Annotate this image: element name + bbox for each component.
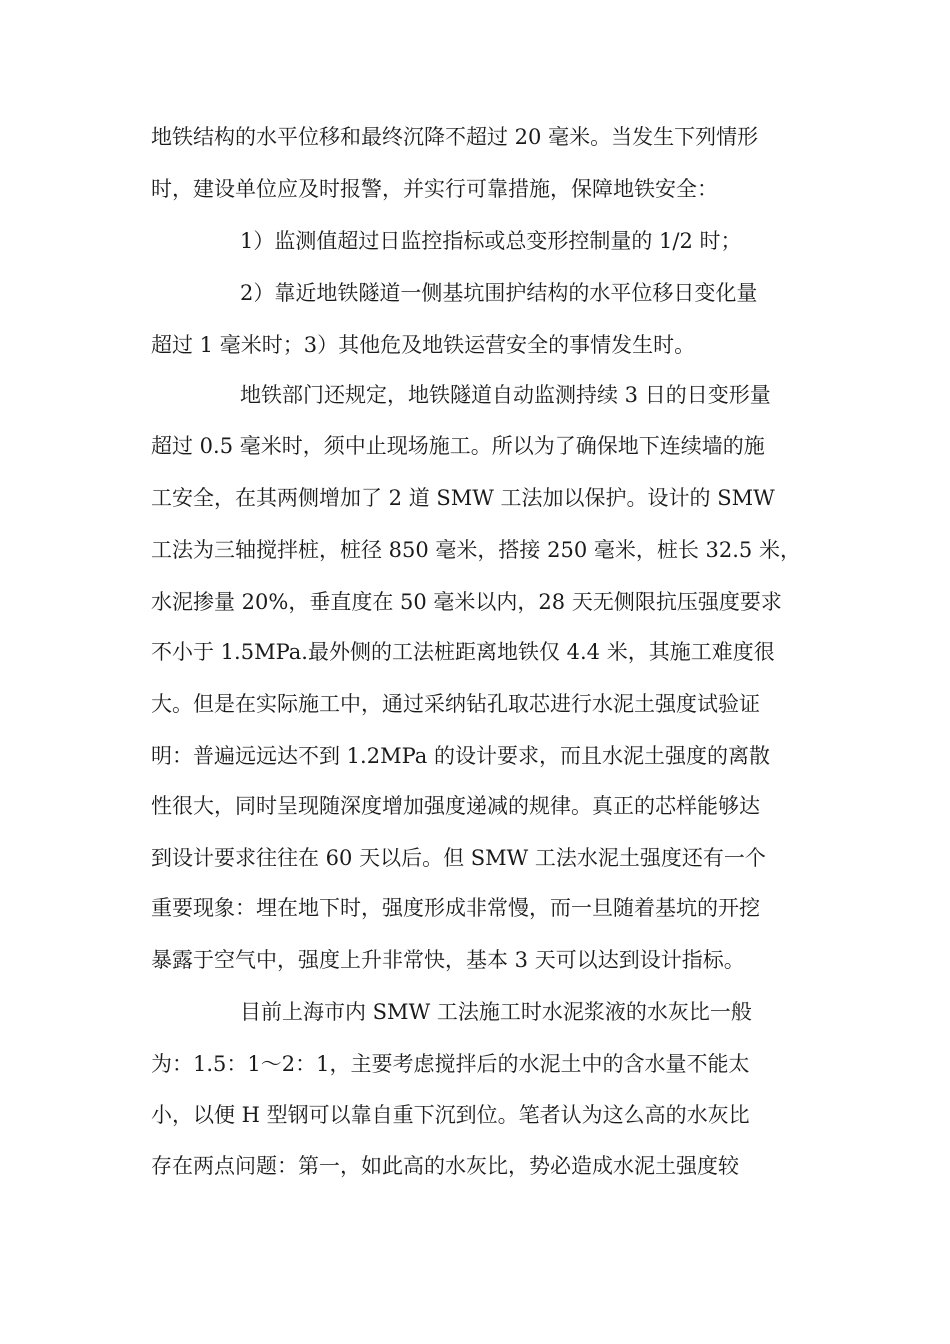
paragraph-line: 明：普遍远远达不到 1.2MPa 的设计要求，而且水泥土强度的离散 (151, 744, 770, 768)
paragraph-line: 工安全，在其两侧增加了 2 道 SMW 工法加以保护。设计的 SMW (151, 486, 775, 510)
paragraph-start: 目前上海市内 SMW 工法施工时水泥浆液的水灰比一般 (240, 1000, 752, 1024)
paragraph-line: 时，建设单位应及时报警，并实行可靠措施，保障地铁安全： (151, 177, 718, 201)
list-item-2: 2）靠近地铁隧道一侧基坑围护结构的水平位移日变化量 (240, 281, 758, 305)
paragraph-line: 存在两点问题：第一，如此高的水灰比，势必造成水泥土强度较 (151, 1154, 739, 1178)
paragraph-line: 地铁结构的水平位移和最终沉降不超过 20 毫米。当发生下列情形 (151, 125, 759, 149)
paragraph-line: 工法为三轴搅拌桩，桩径 850 毫米，搭接 250 毫米，桩长 32.5 米， (151, 538, 801, 562)
paragraph-line: 不小于 1.5MPa.最外侧的工法桩距离地铁仅 4.4 米，其施工难度很 (151, 640, 775, 664)
paragraph-line: 小，以便 H 型钢可以靠自重下沉到位。笔者认为这么高的水灰比 (151, 1103, 750, 1127)
paragraph-line: 到设计要求往往在 60 天以后。但 SMW 工法水泥土强度还有一个 (151, 846, 766, 870)
paragraph-line: 为：1.5：1～2：1，主要考虑搅拌后的水泥土中的含水量不能太 (151, 1052, 750, 1076)
paragraph-start: 地铁部门还规定，地铁隧道自动监测持续 3 日的日变形量 (240, 383, 771, 407)
list-item-1: 1）监测值超过日监控指标或总变形控制量的 1/2 时； (240, 229, 742, 253)
paragraph-line: 性很大，同时呈现随深度增加强度递减的规律。真正的芯样能够达 (151, 794, 760, 818)
paragraph-line: 超过 0.5 毫米时，须中止现场施工。所以为了确保地下连续墙的施 (151, 434, 765, 458)
paragraph-line: 重要现象：埋在地下时，强度形成非常慢，而一旦随着基坑的开挖 (151, 896, 760, 920)
paragraph-line: 水泥掺量 20%，垂直度在 50 毫米以内，28 天无侧限抗压强度要求 (151, 590, 782, 614)
paragraph-line: 超过 1 毫米时；3）其他危及地铁运营安全的事情发生时。 (151, 333, 696, 357)
paragraph-line: 暴露于空气中，强度上升非常快，基本 3 天可以达到设计指标。 (151, 948, 745, 972)
paragraph-line: 大。但是在实际施工中，通过采纳钻孔取芯进行水泥土强度试验证 (151, 692, 760, 716)
